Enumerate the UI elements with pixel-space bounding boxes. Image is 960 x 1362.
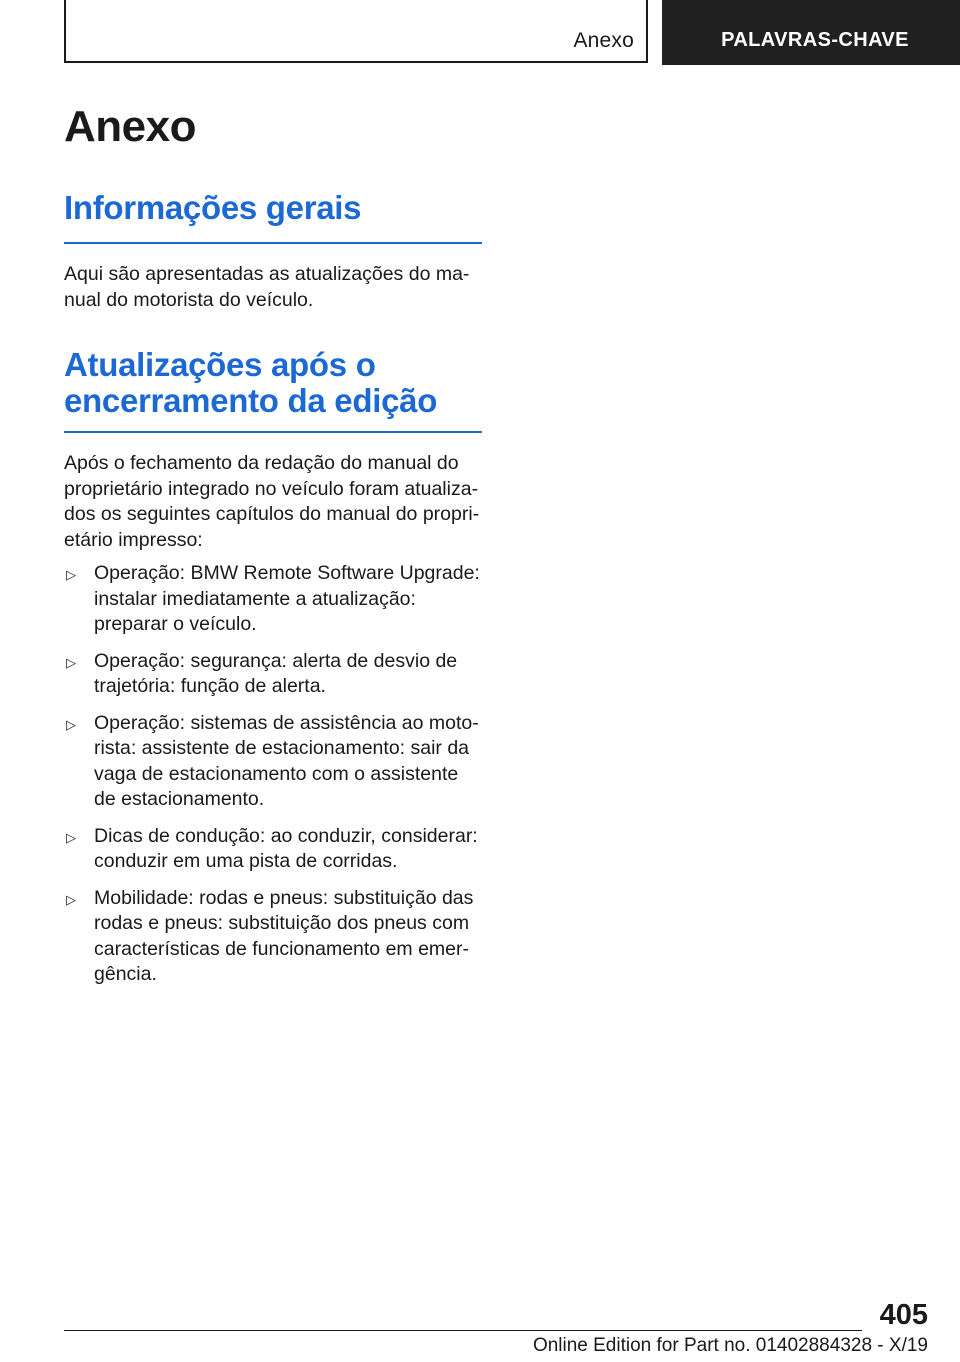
list-item	[64, 824, 482, 875]
section-title-updates	[64, 347, 482, 433]
list-item	[64, 561, 482, 638]
list-item-text: Operação: segurança: alerta de desvio de trajetória: função de alerta.	[94, 649, 458, 697]
section-title-updates-line-2: encerramento da edição	[64, 382, 438, 419]
chapter-title: Anexo	[64, 102, 196, 151]
list-item	[64, 886, 482, 988]
edition-footer-text: Online Edition for Part no. 01402884328 - X/19	[532, 1335, 928, 1356]
list-item	[64, 649, 482, 700]
triangle-bullet-icon: ▷	[66, 654, 76, 670]
keywords-tab[interactable]	[662, 0, 960, 65]
section-paragraph-updates: Após o fechamento da redação do manual do proprietário integrado no veículo foram atualizados os seguintes capítulos do manual do proprietário impresso:	[64, 452, 480, 551]
section-title-general-info: Informações gerais	[64, 190, 482, 244]
list-item-text: Operação: sistemas de assistência ao motorista: assistente de estacionamento: sair da vaga de estacionamento com o assistente de estacionamento.	[94, 711, 479, 810]
triangle-bullet-icon: ▷	[66, 567, 76, 582]
footer-divider	[64, 1330, 862, 1331]
page-content	[64, 98, 482, 999]
triangle-bullet-icon: ▷	[66, 829, 76, 845]
triangle-bullet-icon: ▷	[66, 891, 76, 907]
list-item-text: Mobilidade: rodas e pneus: substituição das rodas e pneus: substituição dos pneus com características de funcionamento em emergência.	[94, 886, 474, 985]
section-title-updates-line-1: Atualizações após o	[64, 346, 376, 383]
section-tab-label: Anexo	[573, 29, 634, 52]
list-item	[64, 711, 482, 813]
triangle-bullet-icon: ▷	[66, 716, 76, 732]
page-number: 405	[879, 1299, 928, 1331]
keywords-tab-label: PALAVRAS-CHAVE	[721, 29, 909, 51]
list-item-text: Dicas de condução: ao conduzir, considerar: conduzir em uma pista de corridas.	[94, 824, 478, 872]
updates-list	[64, 561, 482, 988]
section-tab[interactable]	[64, 0, 648, 63]
page-header	[0, 0, 960, 66]
section-paragraph-general-info: Aqui são apresentadas as atualizações do manual do motorista do veículo.	[64, 263, 470, 311]
list-item-text: Operação: BMW Remote Software Upgrade: instalar imediatamente a atualização: preparar o veículo.	[94, 562, 480, 635]
